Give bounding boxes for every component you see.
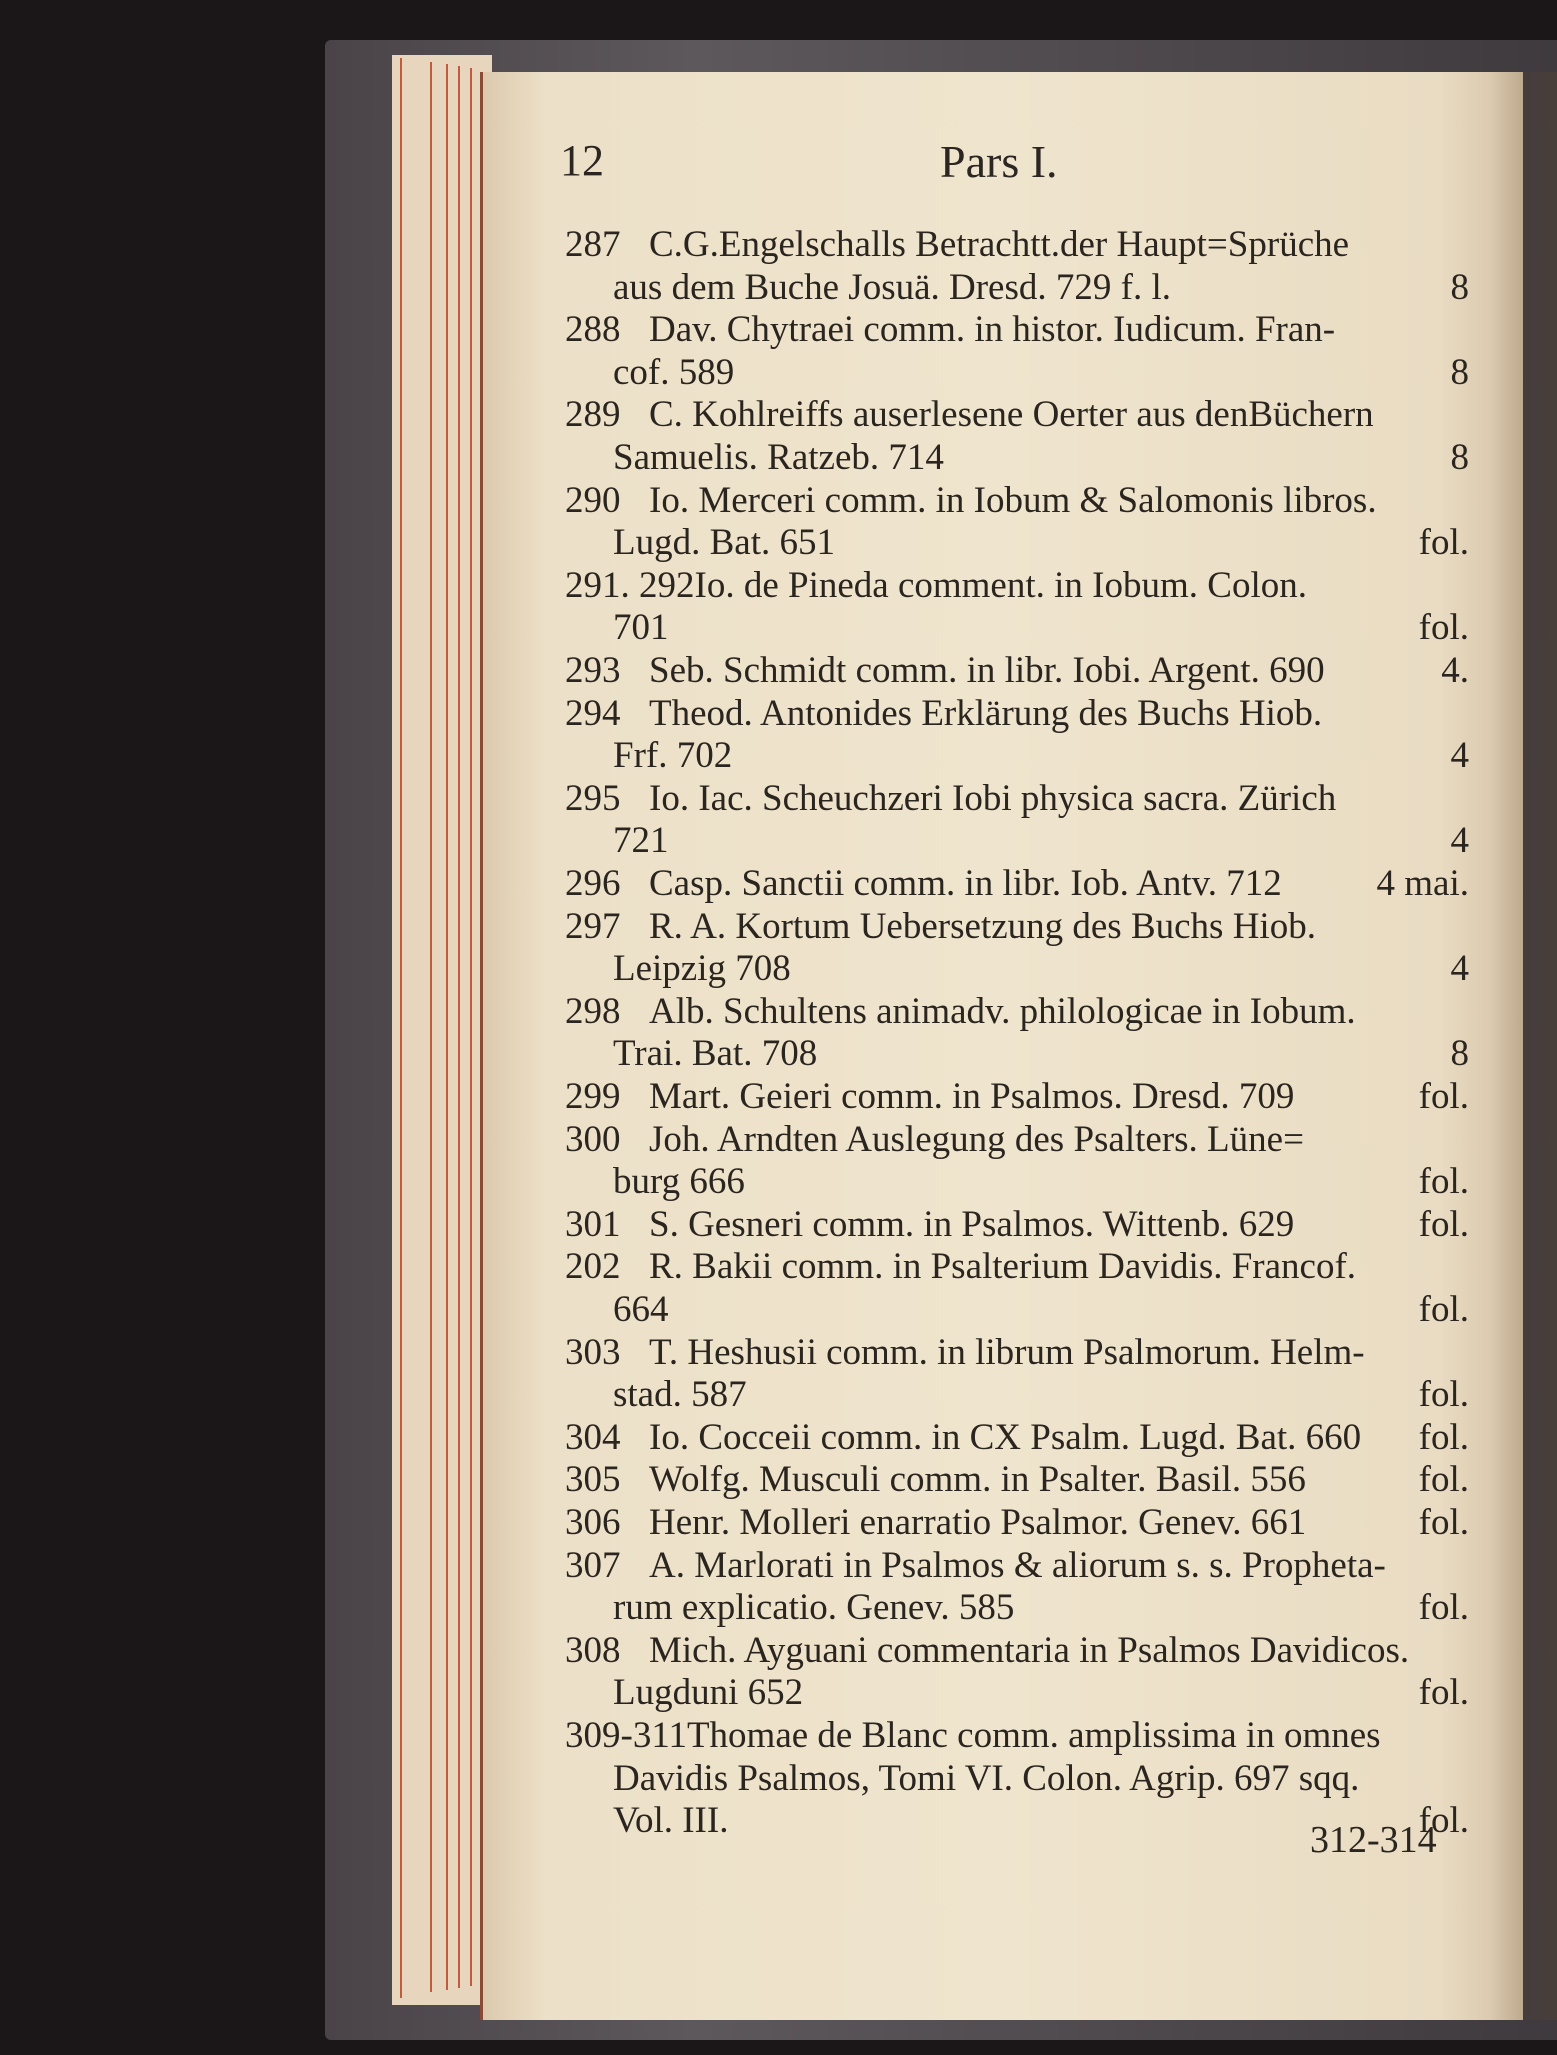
entry-format: fol. <box>1418 1502 1469 1543</box>
catalogue-entry <box>565 1202 1469 1248</box>
catchword: 312-314 <box>1310 1819 1437 1861</box>
entry-text: Davidis Psalmos, Tomi VI. Colon. Agrip. 697 sqq. <box>613 1757 1360 1799</box>
catalogue-entry-continuation <box>565 1670 1469 1716</box>
catalogue-entry-continuation <box>565 1031 1469 1077</box>
entry-number: 305 <box>565 1459 621 1501</box>
entry-number: 303 <box>565 1331 621 1373</box>
entry-text: Io. Iac. Scheuchzeri Iobi physica sacra. Zürich <box>649 777 1337 819</box>
entry-format: fol. <box>1418 1800 1469 1842</box>
page-number: 12 <box>560 136 604 185</box>
entry-text: stad. 587 <box>613 1374 747 1416</box>
entry-text: Wolfg. Musculi comm. in Psalter. Basil. 556 <box>649 1459 1306 1501</box>
catalogue-entry-continuation <box>565 946 1469 992</box>
entry-text: cof. 589 <box>613 351 735 393</box>
catalogue-entry-continuation <box>565 520 1469 566</box>
catalogue-entry <box>565 989 1469 1035</box>
entry-text: Alb. Schultens animadv. philologicae in Iobum. <box>649 990 1356 1032</box>
entry-number: 291. 292 <box>565 564 695 606</box>
catalogue-entry <box>565 1244 1469 1290</box>
entry-format: fol. <box>1418 607 1469 649</box>
entry-number: 301 <box>565 1203 621 1245</box>
catalogue-entry <box>565 1500 1469 1546</box>
entry-number: 307 <box>565 1544 621 1586</box>
entry-text: Henr. Molleri enarratio Psalmor. Genev. 661 <box>649 1502 1307 1543</box>
page-title: Pars I. <box>940 136 1058 187</box>
page-edge-stack <box>392 55 492 2005</box>
entry-format: fol. <box>1418 1374 1469 1416</box>
entry-number: 309-311 <box>565 1715 687 1756</box>
entry-format: fol. <box>1418 1587 1469 1629</box>
catalogue-entry <box>565 222 1469 268</box>
entry-text: Io. Cocceii comm. in CX Psalm. Lugd. Bat. 660 <box>649 1416 1362 1458</box>
entry-text: 664 <box>613 1289 669 1330</box>
entry-text: Trai. Bat. 708 <box>613 1033 818 1075</box>
spine-shadow <box>1490 72 1557 2020</box>
catalogue-entry-continuation <box>565 265 1469 311</box>
catalogue-entry <box>565 563 1469 609</box>
catalogue-entry <box>565 648 1469 694</box>
entry-text: Leipzig 708 <box>613 948 791 990</box>
entry-text: Seb. Schmidt comm. in libr. Iobi. Argent. 690 <box>649 650 1325 691</box>
catalogue-entry <box>565 1628 1469 1674</box>
entry-format: 4 <box>1450 820 1469 862</box>
entry-text: Theod. Antonides Erklärung des Buchs Hiob. <box>649 692 1323 734</box>
page-edge-line <box>470 68 472 1986</box>
entry-text: Vol. III. <box>613 1800 729 1842</box>
entry-format: 4 mai. <box>1376 863 1469 904</box>
entry-format: fol. <box>1418 1161 1469 1203</box>
catalogue-entry <box>565 1543 1469 1589</box>
entry-format: 8 <box>1450 437 1469 478</box>
entry-text: Lugd. Bat. 651 <box>613 522 835 564</box>
entry-number: 290 <box>565 479 621 521</box>
entry-number: 300 <box>565 1118 621 1160</box>
entry-text: burg 666 <box>613 1161 745 1203</box>
entry-number: 288 <box>565 309 621 351</box>
entry-text: Io. de Pineda comment. in Iobum. Colon. <box>694 564 1307 606</box>
entry-text: R. Bakii comm. in Psalterium Davidis. Francof. <box>649 1246 1357 1288</box>
entry-format: 4 <box>1450 735 1469 777</box>
entry-format: fol. <box>1418 1289 1469 1330</box>
entry-text: C.G.Engelschalls Betrachtt.der Haupt=Sprüche <box>649 224 1350 265</box>
entry-text: rum explicatio. Genev. 585 <box>613 1587 1015 1629</box>
entry-text: Frf. 702 <box>613 735 733 777</box>
page-edge-line <box>400 58 402 1998</box>
page-header <box>0 135 1557 205</box>
entry-number: 308 <box>565 1629 621 1671</box>
entry-number: 295 <box>565 777 621 819</box>
entry-number: 306 <box>565 1502 621 1543</box>
entry-format: 4. <box>1441 650 1469 691</box>
catalogue-entry <box>565 478 1469 524</box>
entry-text: Thomae de Blanc comm. amplissima in omnes <box>686 1715 1381 1756</box>
entry-format: 8 <box>1450 266 1469 308</box>
entry-text: Samuelis. Ratzeb. 714 <box>613 437 944 478</box>
entry-number: 289 <box>565 394 621 436</box>
entry-number: 297 <box>565 905 621 947</box>
entry-text: Dav. Chytraei comm. in histor. Iudicum. Fran- <box>649 309 1336 351</box>
catalogue-entry-continuation <box>565 733 1469 779</box>
entry-format: fol. <box>1418 1459 1469 1501</box>
entry-format: 4 <box>1450 948 1469 990</box>
catalogue-entry <box>565 1074 1469 1120</box>
entry-text: 701 <box>613 607 669 649</box>
page-edge-line <box>446 64 448 1990</box>
catalogue-entry-continuation <box>565 1756 1469 1802</box>
entry-number: 202 <box>565 1246 621 1288</box>
catalogue-entry <box>565 776 1469 822</box>
page-edge-line <box>458 66 460 1988</box>
entry-text: aus dem Buche Josuä. Dresd. 729 f. l. <box>613 266 1171 308</box>
catalogue-entry-continuation <box>565 350 1469 396</box>
catalogue-entry-continuation <box>565 818 1469 864</box>
entry-number: 287 <box>565 224 621 265</box>
entry-text: Mich. Ayguani commentaria in Psalmos Davidicos. <box>649 1629 1410 1671</box>
entry-text: 721 <box>613 820 669 862</box>
catalogue-entry <box>565 1713 1469 1759</box>
catalogue-entry <box>565 1330 1469 1376</box>
catalogue-entry <box>565 1117 1469 1163</box>
entry-number: 293 <box>565 650 621 691</box>
catalogue-entry <box>565 861 1469 907</box>
catalogue-entry-continuation <box>565 435 1469 481</box>
entry-format: fol. <box>1418 1076 1469 1117</box>
entry-format: fol. <box>1418 522 1469 564</box>
catalogue-entry <box>565 904 1469 950</box>
entry-format: 8 <box>1450 351 1469 393</box>
entry-text: Casp. Sanctii comm. in libr. Iob. Antv. 712 <box>649 863 1282 904</box>
entry-text: A. Marlorati in Psalmos & aliorum s. s. Propheta- <box>649 1544 1386 1586</box>
entry-text: Joh. Arndten Auslegung des Psalters. Lüne= <box>649 1118 1304 1160</box>
page-edge-line <box>430 62 432 1992</box>
entry-text: C. Kohlreiffs auserlesene Oerter aus denBüchern <box>649 394 1374 436</box>
entry-number: 296 <box>565 863 621 904</box>
entry-format: 8 <box>1450 1033 1469 1075</box>
entry-format: fol. <box>1418 1203 1469 1245</box>
catalogue-entry <box>565 1415 1469 1461</box>
catalogue-entry-continuation <box>565 1372 1469 1418</box>
entry-format: fol. <box>1418 1416 1469 1458</box>
entry-text: R. A. Kortum Uebersetzung des Buchs Hiob. <box>649 905 1316 947</box>
entry-number: 299 <box>565 1076 621 1117</box>
entry-number: 298 <box>565 990 621 1032</box>
catalogue-entry-continuation <box>565 605 1469 651</box>
entry-text: T. Heshusii comm. in librum Psalmorum. Helm- <box>649 1331 1365 1373</box>
entry-text: S. Gesneri comm. in Psalmos. Wittenb. 629 <box>649 1203 1295 1245</box>
catalogue-entry <box>565 691 1469 737</box>
catalogue-entry-continuation <box>565 1585 1469 1631</box>
catalogue-entry <box>565 1457 1469 1503</box>
entry-format: fol. <box>1418 1672 1469 1714</box>
catalogue-entry <box>565 307 1469 353</box>
catalogue-entry <box>565 392 1469 438</box>
entry-number: 304 <box>565 1416 621 1458</box>
catalogue-entry-continuation <box>565 1287 1469 1333</box>
entry-number: 294 <box>565 692 621 734</box>
entry-text: Lugduni 652 <box>613 1672 804 1714</box>
entry-text: Io. Merceri comm. in Iobum & Salomonis libros. <box>649 479 1377 521</box>
catalogue-entry-continuation <box>565 1159 1469 1205</box>
entry-text: Mart. Geieri comm. in Psalmos. Dresd. 709 <box>649 1076 1295 1117</box>
